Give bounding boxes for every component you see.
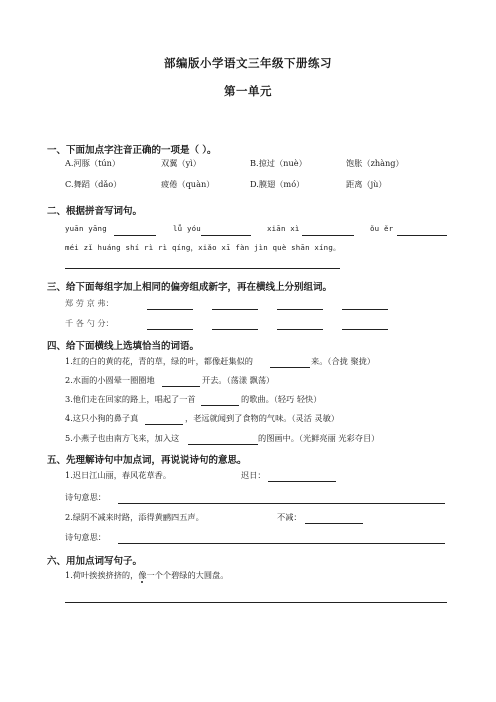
section-3-heading: 三、给下面每组字加上相同的偏旁组成新字，再在横线上分别组词。 <box>47 282 333 293</box>
answer-blank[interactable] <box>147 329 193 330</box>
fill-q4-start: 4.这只小狗的鼻子真 <box>65 413 139 423</box>
option-b-2: 饱胀（zhàng） <box>346 158 404 168</box>
pinyin-sentence: méi zǐ huáng shí rì rì qíng，xiǎo xī fàn jìn què shān xíng。 <box>65 243 341 252</box>
answer-blank[interactable] <box>114 235 156 236</box>
pinyin-1: yuān yāng <box>65 224 107 233</box>
fill-q1-start: 1.红的白的黄的花，青的草，绿的叶，都像赶集似的 <box>65 356 253 366</box>
meaning-label-2: 诗句意思： <box>65 532 106 542</box>
answer-blank[interactable] <box>277 309 323 310</box>
answer-blank[interactable] <box>305 523 363 524</box>
answer-blank[interactable] <box>277 329 323 330</box>
answer-blank[interactable] <box>162 386 200 387</box>
answer-blank[interactable] <box>188 444 258 445</box>
fill-q3-start: 3.他们走在回家的路上，唱起了一首 <box>65 394 196 404</box>
pinyin-2: lǚ yóu <box>173 224 201 233</box>
option-c-1: C.舞蹈（dǎo） <box>65 179 122 189</box>
fill-q4-end: ，老远就闻到了食物的气味。（灵活 灵敏） <box>185 413 340 423</box>
sentence-example <box>65 570 228 581</box>
option-d-1: D.膜翅（mó） <box>250 179 305 189</box>
word-label-bujian: 不减： <box>277 512 302 522</box>
answer-blank[interactable] <box>145 424 183 425</box>
answer-line[interactable] <box>65 602 447 603</box>
option-b-1: B.掠过（nuè） <box>250 158 307 168</box>
answer-blank[interactable] <box>268 481 336 482</box>
answer-blank[interactable] <box>201 235 251 236</box>
document-title: 部编版小学语文三年级下册练习 <box>164 56 332 70</box>
fill-q1-end: 来。（合拢 聚拢） <box>311 356 376 366</box>
pinyin-4: ǒu ěr <box>370 224 394 233</box>
char-group-1: 郑 劳 京 弗： <box>65 298 114 308</box>
fill-q5-end: 的图画中。（光鲜亮丽 光彩夺目） <box>258 433 380 443</box>
word-label-chiri: 迟日： <box>241 470 266 480</box>
fill-q3-end: 的歌曲。（轻巧 轻快） <box>241 394 322 404</box>
fill-q5-start: 5.小燕子也由南方飞来，加入这 <box>65 433 180 443</box>
char-group-2: 千 各 勺 分： <box>65 318 114 328</box>
pinyin-3: xiān xì <box>267 224 300 233</box>
section-2-heading: 二、根据拼音写词句。 <box>47 206 143 217</box>
answer-blank[interactable] <box>397 235 447 236</box>
meaning-label-1: 诗句意思： <box>65 492 106 502</box>
fill-q2-end: 开去。（荡漾 飘荡） <box>202 375 275 385</box>
option-a-1: A.河豚（tún） <box>65 158 121 168</box>
answer-blank[interactable] <box>212 309 258 310</box>
section-1-heading: 一、下面加点字注音正确的一项是（ ）。 <box>47 145 217 156</box>
answer-blank[interactable] <box>270 367 310 368</box>
section-5-heading: 五、先理解诗句中加点词，再说说诗句的意思。 <box>47 455 247 466</box>
answer-blank[interactable] <box>147 309 193 310</box>
option-a-2: 双翼（yì） <box>161 158 201 168</box>
fill-q2-start: 2.水面的小圆晕一圈圈地 <box>65 375 155 385</box>
poem-line-1: 1.迟日江山丽，春风花草香。 <box>65 470 172 480</box>
answer-line[interactable] <box>118 503 445 504</box>
answer-blank[interactable] <box>302 235 354 236</box>
poem-line-2: 2.绿阴不减来时路，添得黄鹂四五声。 <box>65 512 204 522</box>
answer-blank[interactable] <box>342 309 388 310</box>
section-6-heading: 六、用加点词写句子。 <box>47 556 143 567</box>
section-4-heading: 四、给下面横线上选填恰当的词语。 <box>47 341 200 352</box>
answer-line[interactable] <box>118 543 445 544</box>
unit-title: 第一单元 <box>224 84 272 98</box>
answer-line[interactable] <box>65 268 340 269</box>
answer-blank[interactable] <box>201 405 239 406</box>
sentence-part-2: 一个个碧绿的大圆盘。 <box>146 570 229 580</box>
sentence-part-1: 1.荷叶挨挨挤挤的， <box>65 570 139 580</box>
answer-blank[interactable] <box>342 329 388 330</box>
answer-blank[interactable] <box>212 329 258 330</box>
dotted-word: 像 <box>138 570 147 580</box>
option-c-2: 疲倦（quàn） <box>161 179 215 189</box>
option-d-2: 距离（jù） <box>346 179 387 189</box>
